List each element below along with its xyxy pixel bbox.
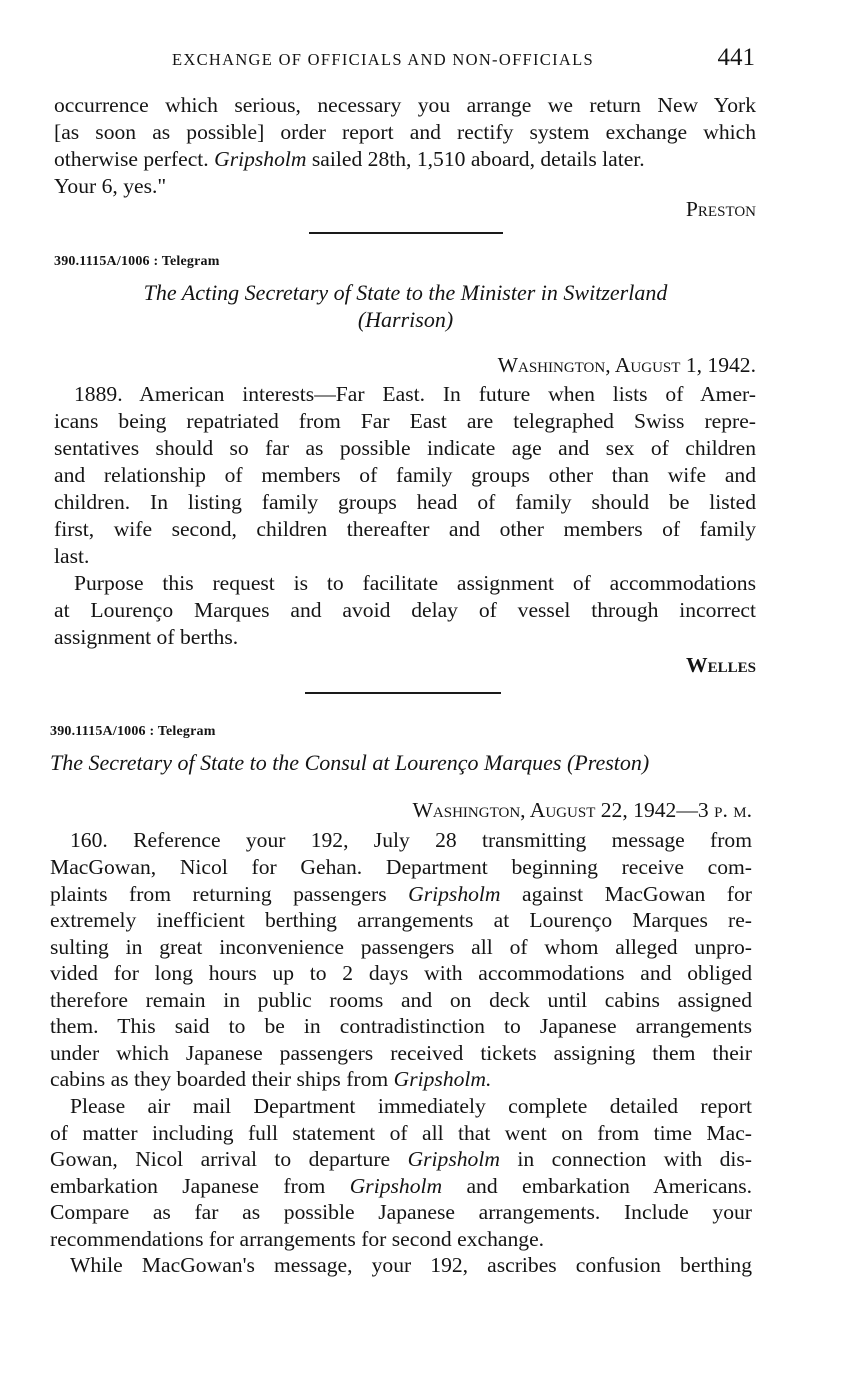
ship-name: Gripsholm xyxy=(214,147,307,171)
body-line: Compare as far as possible Japanese arrangements. Include your xyxy=(50,1200,752,1224)
dateline-text: Washington, August 1, 1942. xyxy=(497,353,756,377)
body-line: sentatives should so far as possible indicate age and sex of children xyxy=(54,436,756,460)
ship-name: Gripsholm xyxy=(407,1147,500,1171)
body-text: embarkation Japanese from xyxy=(50,1174,326,1198)
ship-name: Gripsholm xyxy=(349,1174,443,1198)
body-text: sailed 28th, 1,510 aboard, details later. xyxy=(311,147,645,171)
signature: Preston xyxy=(685,197,756,221)
running-title: EXCHANGE OF OFFICIALS AND NON-OFFICIALS xyxy=(172,50,594,69)
body-line: assignment of berths. xyxy=(54,625,239,649)
body-text: plaints from returning passengers xyxy=(50,882,387,906)
section-divider xyxy=(309,232,503,234)
body-line: Please air mail Department immediately complete detailed report xyxy=(70,1094,752,1118)
body-line: recommendations for arrangements for second exchange. xyxy=(50,1227,545,1251)
body-line: extremely inefficient berthing arrangements at Lourenço Marques re- xyxy=(50,908,752,932)
body-line xyxy=(50,881,752,908)
body-line: Your 6, yes." xyxy=(54,174,167,198)
body-line: them. This said to be in contradistinction to Japanese arrangements xyxy=(50,1014,752,1038)
body-line: Purpose this request is to facilitate assignment of accommodations xyxy=(74,571,756,595)
body-line xyxy=(50,1146,752,1173)
body-line: icans being repatriated from Far East are telegraphed Swiss repre- xyxy=(54,409,756,433)
body-line xyxy=(54,146,756,173)
body-line: under which Japanese passengers received tickets assigning them their xyxy=(50,1041,752,1065)
document-title xyxy=(50,750,752,776)
document-title-addressee: (Harrison) xyxy=(357,307,454,332)
body-line: 160. Reference your 192, July 28 transmitting message from xyxy=(70,828,752,852)
body-line: at Lourenço Marques and avoid delay of vessel through incorrect xyxy=(54,598,756,622)
body-text: in connection with dis- xyxy=(517,1147,752,1171)
dateline xyxy=(50,797,752,824)
running-head xyxy=(0,44,841,74)
body-line: [as soon as possible] order report and rectify system exchange which xyxy=(54,120,756,144)
body-text: against MacGowan for xyxy=(521,882,752,906)
body-text: and embarkation Americans. xyxy=(466,1174,752,1198)
body-line: sulting in great inconvenience passengers all of whom alleged unpro- xyxy=(50,935,752,959)
file-reference: 390.1115A/1006 : Telegram xyxy=(54,254,220,269)
page-number: 441 xyxy=(717,44,755,71)
title-text: The Secretary of State to the Consul at Lourenço Marques xyxy=(50,750,562,775)
body-line: of matter including full statement of all that went on from time Mac- xyxy=(50,1121,752,1145)
body-line: and relationship of members of family groups other than wife and xyxy=(54,463,756,487)
body-line: therefore remain in public rooms and on deck until cabins assigned xyxy=(50,988,752,1012)
body-line: 1889. American interests—Far East. In future when lists of Amer- xyxy=(74,382,756,406)
body-line: MacGowan, Nicol for Gehan. Department beginning receive com- xyxy=(50,855,752,879)
title-addressee: (Preston) xyxy=(566,750,650,775)
dateline-text: Washington, August 22, 1942—3 p. m. xyxy=(412,798,752,822)
body-line: While MacGowan's message, your 192, ascribes confusion berthing xyxy=(70,1253,752,1277)
body-line xyxy=(50,1066,752,1093)
body-line: last. xyxy=(54,544,90,568)
dateline xyxy=(54,352,756,379)
ship-name: Gripsholm. xyxy=(393,1067,492,1091)
body-line: first, wife second, children thereafter and other members of family xyxy=(54,517,756,541)
section-divider xyxy=(305,692,501,694)
document-title: The Acting Secretary of State to the Minister in Switzerland xyxy=(143,280,668,305)
body-text: otherwise perfect. xyxy=(54,147,209,171)
body-line: children. In listing family groups head of family should be listed xyxy=(54,490,756,514)
body-text: Gowan, Nicol arrival to departure xyxy=(50,1147,391,1171)
file-reference: 390.1115A/1006 : Telegram xyxy=(50,724,216,739)
body-text: cabins as they boarded their ships from xyxy=(50,1067,389,1091)
body-line: vided for long hours up to 2 days with accommodations and obliged xyxy=(50,961,752,985)
body-line: occurrence which serious, necessary you arrange we return New York xyxy=(54,93,756,117)
body-line xyxy=(50,1173,752,1200)
signature: Welles xyxy=(686,653,756,677)
ship-name: Gripsholm xyxy=(408,882,501,906)
